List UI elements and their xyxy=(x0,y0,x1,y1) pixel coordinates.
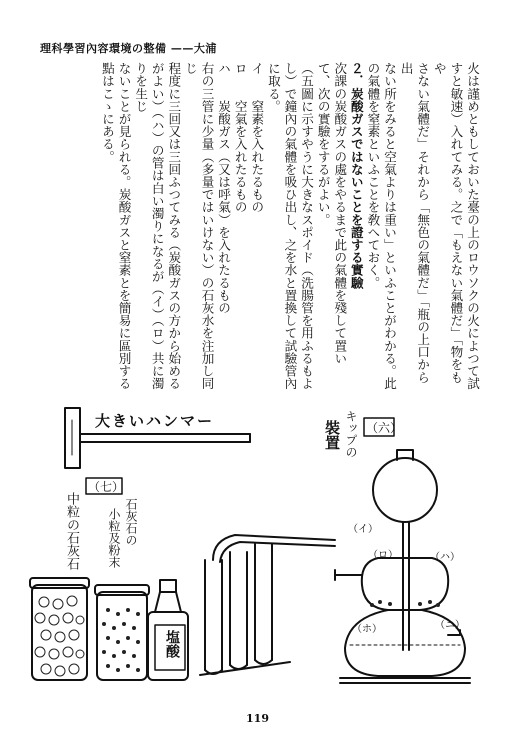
delivery-tube xyxy=(213,535,335,562)
kipp-label-1: キップの xyxy=(344,410,358,458)
body-line: 火は謹めともしておいた臺の上のロウソクの火によつて試 xyxy=(465,62,480,390)
list-item: ハ 炭酸ガス（又は呼氣）を入れたるもの xyxy=(216,62,232,314)
list-item: イ 窒素を入れたるもの xyxy=(249,62,265,214)
medium-lime-label: 中粒の石灰石 xyxy=(64,492,79,570)
body-line: ない所をみると空氣よりは重い」といふことがわかる。此 xyxy=(382,62,398,390)
figure-7-number: （七） xyxy=(88,480,125,494)
small-lime-label-2: 小粒及粉末 xyxy=(107,508,121,568)
tag-ha-label: （ハ） xyxy=(430,552,460,563)
tag-ni-label: （ニ） xyxy=(435,620,465,631)
kipp-apparatus xyxy=(335,450,470,683)
hammer-label: 大きいハンマー xyxy=(95,412,215,430)
small-lime-label-1: 石灰石の xyxy=(124,498,138,546)
section-heading: ２．炭酸ガスではないことを證する實驗 xyxy=(348,62,364,289)
tag-ho-label: （ホ） xyxy=(352,624,382,635)
jar-small-lime xyxy=(95,585,149,680)
body-line: 右の三管に少量（多量ではいけない）の石灰水を注加し同じ xyxy=(182,62,215,390)
stone-pattern xyxy=(35,596,84,676)
body-line: すと敏速）入れてみる。之で「もえない氣體だ」「物をもや xyxy=(431,62,464,384)
jar-medium-lime xyxy=(30,578,89,680)
list-item: ロ 空氣を入れたるもの xyxy=(232,62,248,214)
running-head: 理科學習內容環境の整備 ——大浦 xyxy=(40,42,217,55)
body-line: の氣體を窒素といふことを敎へておく。 xyxy=(365,62,381,289)
body-line: 點はこゝにある。 xyxy=(99,62,115,163)
tag-i-label: （イ） xyxy=(348,524,378,535)
page-number: 119 xyxy=(246,712,269,725)
figure-6-number: （六） xyxy=(366,421,403,435)
body-line: 程度に三回又は三回ふつてみる（炭酸ガスの方から始める xyxy=(166,62,182,390)
body-line: （五圖に示すやうに大きなスポイド（洗腸管を用ふるもよ xyxy=(299,62,315,390)
body-text xyxy=(98,62,480,392)
body-line: がよい）（ハ）の管は白い濁りになるが（イ）（ロ）共に濁りを生じ xyxy=(133,62,165,390)
tag-ro-label: （ロ） xyxy=(368,550,398,561)
body-line: さない氣體だ」それから「無色の氣體だ」「瓶の上口から出 xyxy=(398,62,431,384)
test-tubes xyxy=(200,544,290,675)
illustration xyxy=(0,380,515,690)
body-line: て、次の實驗をするがよい。 xyxy=(315,62,331,226)
body-line: 次課の炭酸ガスの處をやるまで此の氣體を殘して置い xyxy=(332,62,348,365)
kipp-label-2: 裝置 xyxy=(323,420,341,450)
body-line: に取る。 xyxy=(265,62,281,113)
acid-bottle-label: 塩酸 xyxy=(164,630,180,658)
body-line: し）で鐘內の氣體を吸ひ出し、之を水と置換して試驗管內 xyxy=(282,62,298,390)
body-line: ないことが見られる。炭酸ガスと窒素とを簡易に區別する xyxy=(116,62,132,390)
